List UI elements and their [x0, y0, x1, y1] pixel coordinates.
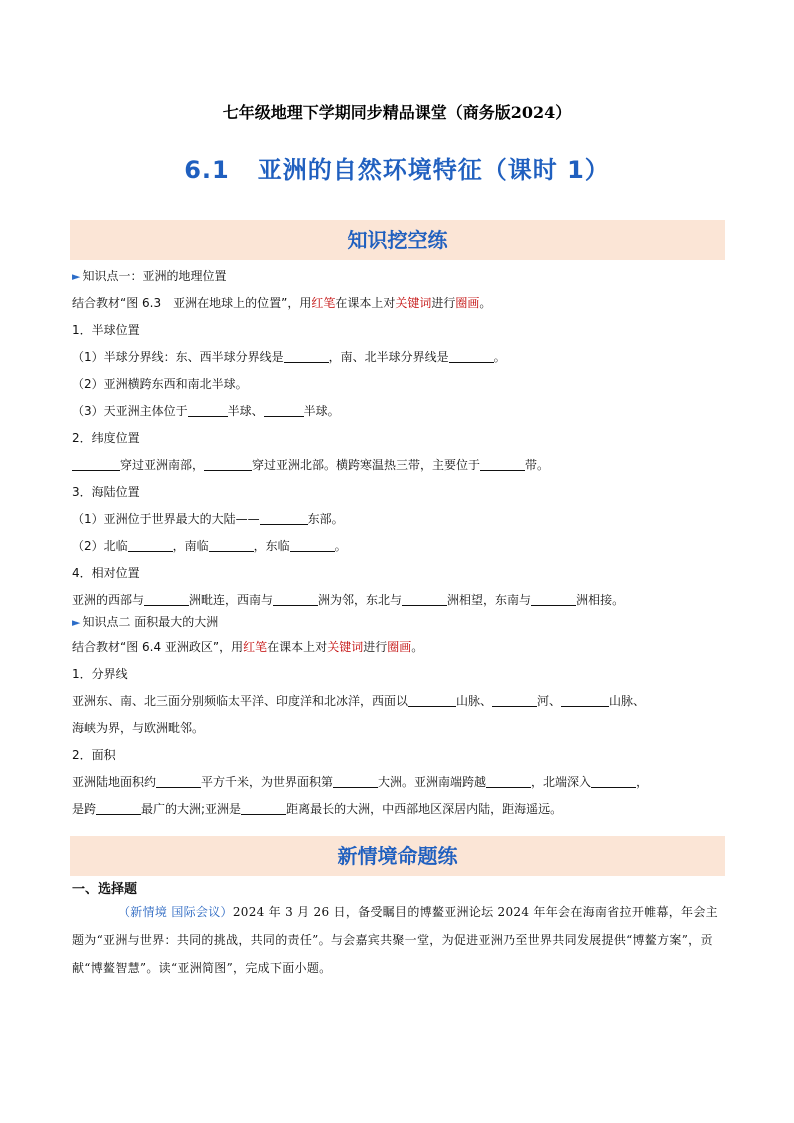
answer-blank[interactable] [290, 537, 335, 552]
answer-blank[interactable] [72, 456, 120, 471]
lesson-title [0, 150, 794, 185]
answer-blank[interactable] [284, 348, 329, 363]
answer-blank[interactable] [531, 591, 576, 606]
question-context [72, 898, 730, 982]
answer-blank[interactable] [264, 402, 304, 417]
triangle-icon: ► [72, 270, 81, 283]
answer-blank[interactable] [333, 773, 378, 788]
kp1-line-1: （1）半球分界线：东、西半球分界线是 ，南、北半球分界线是 。 [72, 350, 506, 364]
kp1-subsection-1: 1．半球位置 [72, 323, 140, 337]
answer-blank[interactable] [209, 537, 254, 552]
answer-blank[interactable] [449, 348, 494, 363]
kp2-line-2: 亚洲陆地面积约 平方千米，为世界面积第 大洲。亚洲南端跨越 ，北端深入 ， [72, 775, 649, 789]
lesson-number: 6.1 [184, 156, 230, 184]
section-band-new-context: 新情境命题练 [70, 836, 725, 876]
kp1-subsection-3: 3．海陆位置 [72, 485, 140, 499]
answer-blank[interactable] [591, 773, 636, 788]
kp2-line-3: 是跨 最广的大洲;亚洲是 距离最长的大洲，中西部地区深居内陆，距海遥远。 [72, 802, 563, 816]
kp1-subsection-2: 2．纬度位置 [72, 431, 140, 445]
triangle-icon: ► [72, 616, 81, 629]
kp2-subsection-1: 1．分界线 [72, 667, 128, 681]
answer-blank[interactable] [273, 591, 318, 606]
answer-blank[interactable] [561, 692, 609, 707]
kp2-intro: 结合教材“图 6.4 亚洲政区”，用红笔在课本上对关键词进行圈画。 [72, 640, 424, 654]
answer-blank[interactable] [402, 591, 447, 606]
answer-blank[interactable] [144, 591, 189, 606]
answer-blank[interactable] [492, 692, 537, 707]
document-header: 七年级地理下学期同步精品课堂（商务版2024） [222, 103, 572, 122]
answer-blank[interactable] [260, 510, 308, 525]
kp1-line-7: 亚洲的西部与 洲毗连，西南与 洲为邻，东北与 洲相望，东南与 洲相接。 [72, 593, 625, 607]
section-band-knowledge: 知识挖空练 [70, 220, 725, 260]
kp1-line-3: （3）天亚洲主体位于 半球、 半球。 [72, 404, 340, 418]
answer-blank[interactable] [480, 456, 525, 471]
kp1-line-6: （2）北临 ，南临 ，东临 。 [72, 539, 347, 553]
kp2-subsection-2: 2．面积 [72, 748, 116, 762]
kp1-line-2: （2）亚洲横跨东西和南北半球。 [72, 377, 248, 391]
question-section-heading: 一、选择题 [72, 882, 138, 897]
kp1-line-4: 穿过亚洲南部， 穿过亚洲北部。横跨寒温热三带，主要位于 带。 [72, 452, 732, 479]
kp2-line-1b: 海峡为界，与欧洲毗邻。 [72, 721, 205, 735]
context-tag: （新情境 国际会议） [118, 905, 233, 919]
answer-blank[interactable] [156, 773, 201, 788]
answer-blank[interactable] [188, 402, 228, 417]
knowledge-point-2-label: ► 知识点二 面积最大的大洲 [72, 615, 219, 629]
answer-blank[interactable] [204, 456, 252, 471]
kp1-intro: 结合教材“图 6.3 亚洲在地球上的位置”，用红笔在课本上对关键词进行圈画。 [72, 296, 492, 310]
context-text: 2024 年 3 月 26 日，备受瞩目的博鳌亚洲论坛 2024 年年会在海南省拉开帷幕，年会主题为“亚洲与世界：共同的挑战，共同的责任”。与会嘉宾共聚一堂，为促进亚洲乃至世界共同发展提供“博鳌方案”，贡献“博鳌智慧”。读“亚洲简图”，完成下面小题。 [72, 905, 718, 975]
knowledge-point-1-label: ► 知识点一：亚洲的地理位置 [72, 269, 227, 283]
answer-blank[interactable] [486, 773, 531, 788]
knowledge-content [72, 263, 732, 823]
kp2-line-1: 亚洲东、南、北三面分别频临太平洋、印度洋和北冰洋，西面以 山脉、 河、 山脉、 [72, 694, 646, 708]
kp1-line-5: （1）亚洲位于世界最大的大陆—— 东部。 [72, 512, 344, 526]
kp1-subsection-4: 4．相对位置 [72, 566, 140, 580]
answer-blank[interactable] [241, 800, 286, 815]
answer-blank[interactable] [96, 800, 141, 815]
answer-blank[interactable] [408, 692, 456, 707]
answer-blank[interactable] [128, 537, 173, 552]
lesson-title-text: 亚洲的自然环境特征（课时 1） [257, 156, 610, 184]
